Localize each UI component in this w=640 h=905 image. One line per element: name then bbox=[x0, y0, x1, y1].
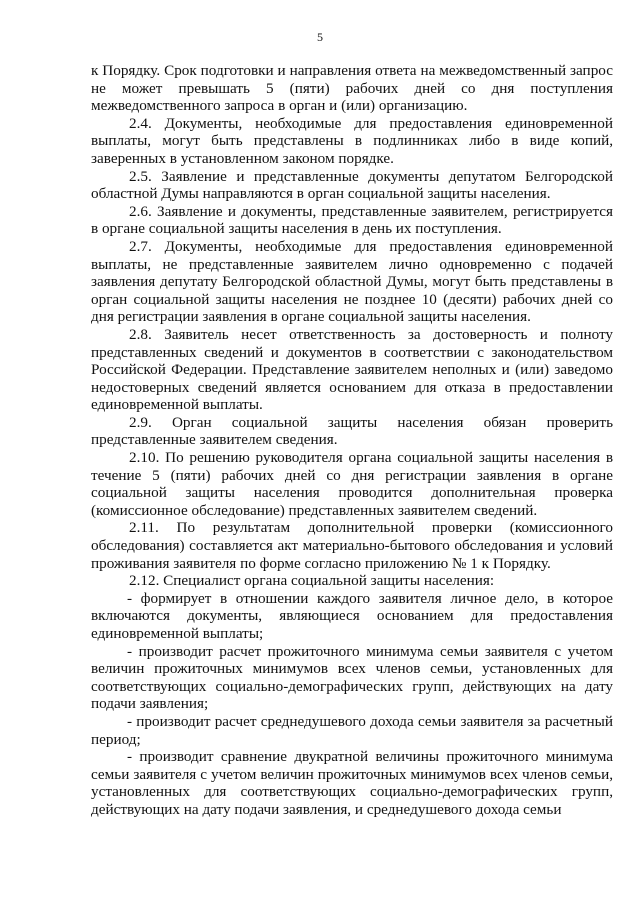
paragraph-2-6: 2.6. Заявление и документы, представленные заявителем, регистрируется в органе социальной защиты населения в день их поступления. bbox=[91, 202, 613, 238]
paragraph-bullet-3: - производит расчет среднедушевого дохода семьи заявителя за расчетный период; bbox=[91, 712, 613, 748]
paragraph-2-8: 2.8. Заявитель несет ответственность за достоверность и полноту представленных сведений и документов в соответствии с законодательством Российской Федерации. Представление заявителем неполных и (или) заведомо недостоверных сведений является основанием для отказа в предоставлении единовременной выплаты. bbox=[91, 325, 613, 414]
document-body bbox=[91, 62, 613, 819]
paragraph-2-7: 2.7. Документы, необходимые для предоставления единовременной выплаты, не представленные заявителем лично одновременно с подачей заявления депутату Белгородской областной Думы, могут быть представлены в орган социальной защиты населения не позднее 10 (десяти) рабочих дней со дня регистрации заявления в органе социальной защиты населения. bbox=[91, 237, 613, 326]
paragraph-2-12: 2.12. Специалист органа социальной защиты населения: bbox=[129, 572, 495, 590]
paragraph-2-5: 2.5. Заявление и представленные документы депутатом Белгородской областной Думы направляются в орган социальной защиты населения. bbox=[91, 167, 613, 203]
paragraph-bullet-1: - формирует в отношении каждого заявителя личное дело, в которое включаются документы, являющиеся основанием для предоставления единовременной выплаты; bbox=[91, 589, 613, 642]
paragraph-bullet-2: - производит расчет прожиточного минимума семьи заявителя с учетом величин прожиточных минимумов всех членов семьи, установленных для соответствующих социально-демографических групп, действующих на дату подачи заявления; bbox=[91, 642, 613, 713]
paragraph-2-9: 2.9. Орган социальной защиты населения обязан проверить представленные заявителем сведения. bbox=[91, 413, 613, 449]
page-number: 5 bbox=[317, 30, 323, 44]
paragraph-2-11: 2.11. По результатам дополнительной проверки (комиссионного обследования) составляется акт материально-бытового обследования и условий проживания заявителя по форме согласно приложению № 1 к Порядку. bbox=[91, 519, 613, 572]
paragraph-bullet-4: - производит сравнение двукратной величины прожиточного минимума семьи заявителя с учетом величин прожиточных минимумов всех членов семьи, установленных для соответствующих социально-демографических групп, действующих на дату подачи заявления, и среднедушевого дохода семьи bbox=[91, 748, 613, 818]
paragraph-2-4: 2.4. Документы, необходимые для предоставления единовременной выплаты, могут быть представлены в подлинниках либо в виде копий, заверенных в установленном законом порядке. bbox=[91, 114, 613, 167]
paragraph-continuation: к Порядку. Срок подготовки и направления ответа на межведомственный запрос не может превышать 5 (пяти) рабочих дней со дня поступления межведомственного запроса в орган и (или) организацию. bbox=[91, 62, 613, 115]
paragraph-2-10: 2.10. По решению руководителя органа социальной защиты населения в течение 5 (пяти) рабочих дней со дня регистрации заявления в органе социальной защиты населения проводится дополнительная проверка (комиссионное обследование) представленных заявителем сведений. bbox=[91, 449, 613, 519]
